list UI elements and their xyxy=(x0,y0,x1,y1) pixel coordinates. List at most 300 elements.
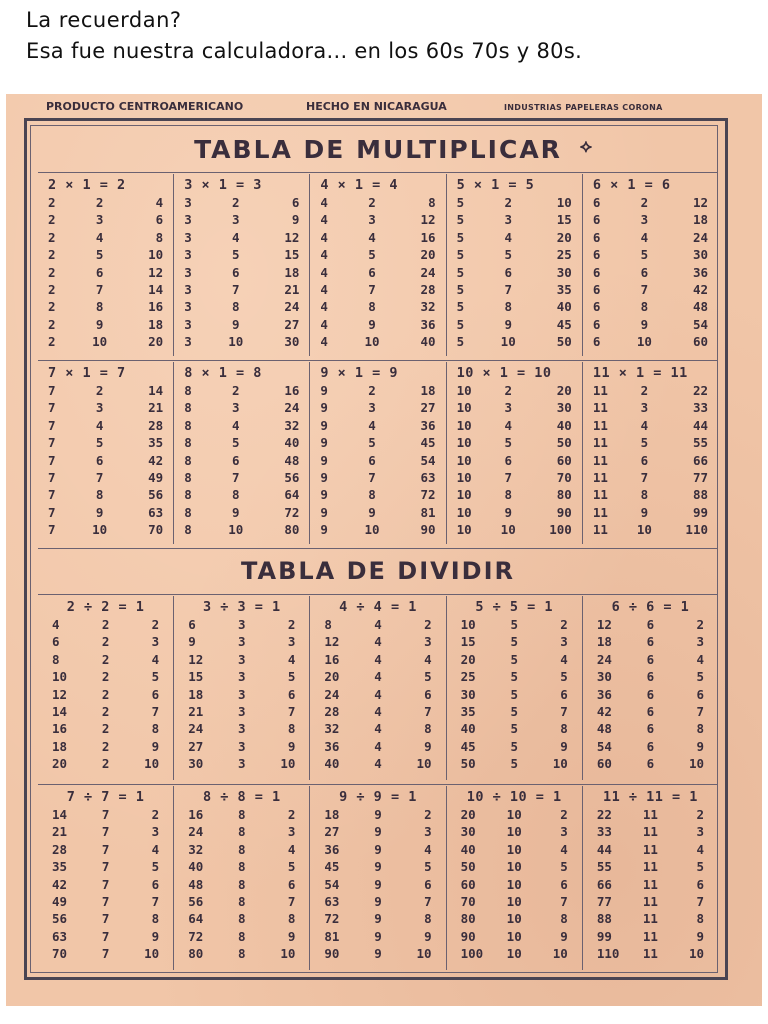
result-value: 10 xyxy=(280,756,296,772)
result-value: 16 xyxy=(420,229,436,245)
operand-value: 30 xyxy=(460,824,476,840)
operand-value: 5 xyxy=(456,195,465,210)
result-value: 6 xyxy=(424,876,432,892)
table-row xyxy=(593,417,708,434)
operand-value: 72 xyxy=(324,911,340,927)
table-row xyxy=(184,893,299,910)
operand-value: 60 xyxy=(596,756,612,772)
operand-value: 4 xyxy=(95,229,104,245)
table-row xyxy=(457,469,572,486)
operand-value: 63 xyxy=(324,894,340,910)
result-value: 66 xyxy=(692,452,708,468)
table-row xyxy=(48,945,163,962)
operand-value: 25 xyxy=(460,669,476,685)
header-manufacturer: INDUSTRIAS PAPELERAS CORONA xyxy=(504,103,663,112)
operand-value: 8 xyxy=(184,452,192,468)
table-row xyxy=(320,823,435,840)
table-row xyxy=(593,841,708,858)
operand-value: 36 xyxy=(324,841,340,857)
table-row xyxy=(184,281,299,298)
operand-value: 2 xyxy=(640,195,649,210)
table-row xyxy=(593,246,708,263)
operand-value: 4 xyxy=(374,704,382,720)
result-value: 63 xyxy=(148,504,164,520)
table-row xyxy=(184,469,299,486)
operand-value: 5 xyxy=(95,435,104,451)
table-heading: 4 ÷ 4 = 1 xyxy=(339,599,417,615)
operand-value: 10 xyxy=(364,334,380,350)
result-value: 8 xyxy=(424,911,432,927)
result-value: 27 xyxy=(420,400,436,416)
table-row xyxy=(320,211,435,228)
divider xyxy=(38,360,718,361)
result-value: 80 xyxy=(556,487,572,503)
operand-value: 2 xyxy=(101,721,110,737)
operand-value: 36 xyxy=(324,738,340,754)
operand-value: 2 xyxy=(48,334,56,350)
operand-value: 3 xyxy=(95,400,104,416)
result-value: 30 xyxy=(692,247,708,263)
table-row xyxy=(48,876,163,893)
result-value: 9 xyxy=(696,738,704,754)
operand-value: 9 xyxy=(232,504,240,520)
table-row xyxy=(593,928,708,945)
table-row xyxy=(320,434,435,451)
operand-value: 7 xyxy=(368,470,376,486)
operand-value: 36 xyxy=(596,686,612,702)
result-value: 10 xyxy=(280,946,296,962)
result-value: 15 xyxy=(284,247,300,263)
operand-value: 2 xyxy=(101,669,110,685)
table-row xyxy=(184,333,299,350)
operand-value: 8 xyxy=(238,928,246,944)
operand-value: 2 xyxy=(101,704,110,720)
operand-value: 3 xyxy=(184,229,192,245)
table-row xyxy=(184,452,299,469)
table-row xyxy=(184,703,299,720)
result-value: 2 xyxy=(151,807,160,822)
operand-value: 3 xyxy=(184,334,192,350)
div-table xyxy=(447,596,583,780)
result-value: 12 xyxy=(148,264,164,280)
operand-value: 4 xyxy=(640,229,649,245)
table-row xyxy=(593,616,708,633)
table-row xyxy=(457,945,572,962)
operand-value: 10 xyxy=(456,417,472,433)
div-table xyxy=(583,596,718,780)
operand-value: 9 xyxy=(320,470,328,486)
div-table xyxy=(310,596,446,780)
table-row xyxy=(184,876,299,893)
operand-value: 2 xyxy=(640,383,649,398)
operand-value: 9 xyxy=(504,316,512,332)
result-value: 12 xyxy=(420,212,436,228)
operand-value: 6 xyxy=(592,247,601,263)
operand-value: 6 xyxy=(368,452,376,468)
operand-value: 42 xyxy=(596,704,612,720)
operand-value: 4 xyxy=(374,686,382,702)
result-value: 5 xyxy=(151,669,160,685)
mult-table xyxy=(310,174,446,356)
table-row xyxy=(457,633,572,650)
operand-value: 3 xyxy=(640,212,649,228)
table-row xyxy=(320,229,435,246)
operand-value: 3 xyxy=(504,212,512,228)
operand-value: 45 xyxy=(460,738,476,754)
operand-value: 24 xyxy=(324,686,340,702)
operand-value: 9 xyxy=(320,383,328,398)
operand-value: 10 xyxy=(456,504,472,520)
result-value: 40 xyxy=(556,417,572,433)
table-row xyxy=(48,246,163,263)
table-row xyxy=(184,211,299,228)
operand-value: 6 xyxy=(646,738,655,754)
operand-value: 2 xyxy=(95,195,104,210)
operand-value: 70 xyxy=(52,946,68,962)
mult-table xyxy=(174,362,310,544)
table-heading: 6 × 1 = 6 xyxy=(592,177,671,193)
operand-value: 30 xyxy=(460,686,476,702)
operand-value: 6 xyxy=(592,316,601,332)
operand-value: 8 xyxy=(184,417,192,433)
table-row xyxy=(48,399,163,416)
operand-value: 3 xyxy=(232,400,240,416)
result-value: 5 xyxy=(151,859,160,875)
operand-value: 10 xyxy=(92,334,108,350)
operand-value: 2 xyxy=(48,247,56,263)
table-row xyxy=(593,633,708,650)
operand-value: 2 xyxy=(368,383,376,398)
table-row xyxy=(593,720,708,737)
operand-value: 4 xyxy=(368,229,376,245)
operand-value: 3 xyxy=(504,400,512,416)
table-row xyxy=(593,876,708,893)
table-row xyxy=(320,246,435,263)
operand-value: 6 xyxy=(592,299,601,315)
result-value: 32 xyxy=(284,417,300,433)
table-row xyxy=(593,382,708,399)
table-row xyxy=(48,298,163,315)
operand-value: 2 xyxy=(48,316,56,332)
result-value: 42 xyxy=(148,452,164,468)
table-row xyxy=(48,316,163,333)
table-row xyxy=(48,755,163,772)
operand-value: 6 xyxy=(232,452,240,468)
div-table xyxy=(310,786,446,970)
operand-value: 10 xyxy=(506,859,522,875)
operand-value: 60 xyxy=(460,876,476,892)
operand-value: 10 xyxy=(456,452,472,468)
operand-value: 27 xyxy=(188,738,204,754)
operand-value: 10 xyxy=(456,400,472,416)
result-value: 40 xyxy=(284,435,300,451)
table-row xyxy=(48,452,163,469)
table-row xyxy=(593,211,708,228)
result-value: 9 xyxy=(151,928,160,944)
result-value: 8 xyxy=(696,911,704,927)
table-row xyxy=(48,668,163,685)
operand-value: 3 xyxy=(184,212,192,228)
table-row xyxy=(48,823,163,840)
table-heading: 7 × 1 = 7 xyxy=(48,365,126,381)
table-row xyxy=(593,486,708,503)
result-value: 2 xyxy=(287,617,296,632)
div-table xyxy=(447,786,583,970)
table-row xyxy=(48,417,163,434)
table-row xyxy=(184,755,299,772)
operand-value: 8 xyxy=(184,383,192,398)
multiplication-title: TABLA DE MULTIPLICAR xyxy=(194,135,562,164)
operand-value: 9 xyxy=(188,634,196,650)
result-value: 3 xyxy=(424,824,432,840)
operand-value: 5 xyxy=(510,669,518,685)
table-row xyxy=(320,399,435,416)
table-row xyxy=(320,893,435,910)
operand-value: 54 xyxy=(324,876,340,892)
operand-value: 32 xyxy=(188,841,204,857)
operand-value: 8 xyxy=(184,504,192,520)
operand-value: 10 xyxy=(364,522,380,538)
table-row xyxy=(184,246,299,263)
operand-value: 7 xyxy=(48,487,56,503)
table-heading: 9 × 1 = 9 xyxy=(320,365,399,381)
result-value: 10 xyxy=(556,195,572,210)
result-value: 3 xyxy=(287,634,296,650)
operand-value: 7 xyxy=(101,859,110,875)
result-value: 18 xyxy=(284,264,300,280)
result-value: 8 xyxy=(155,229,164,245)
table-row xyxy=(320,382,435,399)
result-value: 9 xyxy=(287,738,296,754)
operand-value: 7 xyxy=(48,470,56,486)
operand-value: 55 xyxy=(596,859,612,875)
result-value: 56 xyxy=(148,487,164,503)
operand-value: 4 xyxy=(232,229,240,245)
table-row xyxy=(593,858,708,875)
operand-value: 5 xyxy=(510,686,518,702)
result-value: 3 xyxy=(424,634,432,650)
operand-value: 5 xyxy=(95,247,104,263)
result-value: 21 xyxy=(284,282,300,298)
result-value: 10 xyxy=(144,946,160,962)
table-row xyxy=(48,521,163,538)
operand-value: 7 xyxy=(95,470,104,486)
operand-value: 8 xyxy=(238,876,246,892)
operand-value: 11 xyxy=(592,452,608,468)
result-value: 8 xyxy=(428,195,436,210)
operand-value: 6 xyxy=(646,704,655,720)
operand-value: 7 xyxy=(48,400,56,416)
table-row xyxy=(184,264,299,281)
operand-value: 11 xyxy=(642,946,658,962)
table-row xyxy=(48,806,163,823)
result-value: 4 xyxy=(424,841,432,857)
table-row xyxy=(457,686,572,703)
operand-value: 2 xyxy=(101,738,110,754)
operand-value: 9 xyxy=(320,522,328,538)
operand-value: 11 xyxy=(642,841,658,857)
result-value: 10 xyxy=(144,756,160,772)
table-heading: 11 ÷ 11 = 1 xyxy=(602,789,698,805)
operand-value: 9 xyxy=(320,452,328,468)
operand-value: 7 xyxy=(640,282,649,298)
operand-value: 9 xyxy=(320,504,328,520)
operand-value: 7 xyxy=(101,824,110,840)
result-value: 12 xyxy=(284,229,300,245)
result-value: 2 xyxy=(151,617,160,632)
result-value: 10 xyxy=(688,946,704,962)
mult-table xyxy=(38,174,174,356)
division-title: TABLA DE DIVIDIR xyxy=(241,557,515,585)
operand-value: 7 xyxy=(95,282,104,298)
operand-value: 11 xyxy=(592,487,608,503)
operand-value: 3 xyxy=(238,669,246,685)
operand-value: 9 xyxy=(320,400,328,416)
result-value: 7 xyxy=(560,704,568,720)
table-row xyxy=(48,720,163,737)
table-row xyxy=(320,281,435,298)
operand-value: 18 xyxy=(52,738,68,754)
operand-value: 2 xyxy=(101,617,110,632)
table-row xyxy=(320,452,435,469)
operand-value: 4 xyxy=(320,229,328,245)
result-value: 20 xyxy=(420,247,436,263)
operand-value: 8 xyxy=(95,299,104,315)
table-row xyxy=(48,686,163,703)
result-value: 40 xyxy=(420,334,436,350)
operand-value: 10 xyxy=(500,522,516,538)
table-row xyxy=(457,333,572,350)
operand-value: 24 xyxy=(188,824,204,840)
table-heading: 3 × 1 = 3 xyxy=(184,177,262,193)
result-value: 4 xyxy=(696,651,704,667)
operand-value: 2 xyxy=(101,634,110,650)
multiplication-row-1 xyxy=(38,174,718,356)
result-value: 9 xyxy=(291,212,300,228)
result-value: 20 xyxy=(556,229,572,245)
operand-value: 10 xyxy=(456,435,472,451)
table-row xyxy=(320,469,435,486)
operand-value: 7 xyxy=(504,282,512,298)
table-row xyxy=(320,486,435,503)
operand-value: 9 xyxy=(232,316,240,332)
operand-value: 24 xyxy=(596,651,612,667)
operand-value: 3 xyxy=(238,704,246,720)
operand-value: 2 xyxy=(368,195,376,210)
operand-value: 56 xyxy=(188,894,204,910)
table-row xyxy=(320,504,435,521)
operand-value: 5 xyxy=(510,704,518,720)
operand-value: 77 xyxy=(596,894,612,910)
table-row xyxy=(593,469,708,486)
operand-value: 3 xyxy=(184,247,192,263)
operand-value: 8 xyxy=(238,807,246,822)
table-row xyxy=(48,928,163,945)
result-value: 8 xyxy=(287,911,296,927)
header-country: HECHO EN NICARAGUA xyxy=(306,100,447,113)
operand-value: 54 xyxy=(596,738,612,754)
operand-value: 8 xyxy=(184,522,192,538)
result-value: 22 xyxy=(692,383,708,398)
result-value: 5 xyxy=(696,669,704,685)
table-row xyxy=(457,858,572,875)
operand-value: 8 xyxy=(184,435,192,451)
operand-value: 4 xyxy=(504,417,512,433)
table-row xyxy=(457,703,572,720)
table-row xyxy=(593,893,708,910)
bird-logo-icon: ⟡ xyxy=(580,136,592,157)
result-value: 48 xyxy=(692,299,708,315)
operand-value: 6 xyxy=(368,264,376,280)
result-value: 30 xyxy=(284,334,300,350)
table-row xyxy=(184,823,299,840)
operand-value: 9 xyxy=(320,487,328,503)
table-row xyxy=(593,264,708,281)
operand-value: 11 xyxy=(592,400,608,416)
result-value: 30 xyxy=(556,400,572,416)
result-value: 3 xyxy=(151,824,160,840)
operand-value: 5 xyxy=(456,299,465,315)
operand-value: 8 xyxy=(368,487,376,503)
operand-value: 5 xyxy=(640,435,649,451)
result-value: 72 xyxy=(284,504,300,520)
result-value: 6 xyxy=(287,876,296,892)
operand-value: 5 xyxy=(510,651,518,667)
table-heading: 8 ÷ 8 = 1 xyxy=(202,789,281,805)
table-row xyxy=(320,703,435,720)
operand-value: 8 xyxy=(232,299,240,315)
result-value: 10 xyxy=(416,756,432,772)
table-row xyxy=(593,298,708,315)
table-heading: 9 ÷ 9 = 1 xyxy=(339,789,417,805)
result-value: 9 xyxy=(424,738,432,754)
operand-value: 8 xyxy=(184,400,192,416)
table-row xyxy=(184,858,299,875)
operand-value: 6 xyxy=(592,264,601,280)
operand-value: 4 xyxy=(368,417,376,433)
operand-value: 40 xyxy=(460,841,476,857)
table-row xyxy=(457,910,572,927)
table-row xyxy=(320,316,435,333)
operand-value: 9 xyxy=(374,841,382,857)
result-value: 10 xyxy=(552,756,568,772)
table-row xyxy=(184,910,299,927)
operand-value: 15 xyxy=(188,669,204,685)
result-value: 18 xyxy=(420,383,436,398)
table-row xyxy=(48,703,163,720)
table-heading: 10 ÷ 10 = 1 xyxy=(466,789,562,805)
table-row xyxy=(593,194,708,211)
result-value: 12 xyxy=(692,195,708,210)
operand-value: 10 xyxy=(506,911,522,927)
result-value: 6 xyxy=(696,876,704,892)
operand-value: 7 xyxy=(101,928,110,944)
table-row xyxy=(593,806,708,823)
operand-value: 5 xyxy=(368,247,376,263)
operand-value: 10 xyxy=(506,807,522,822)
operand-value: 3 xyxy=(368,400,376,416)
operand-value: 9 xyxy=(504,504,512,520)
result-value: 80 xyxy=(284,522,300,538)
table-row xyxy=(184,382,299,399)
result-value: 10 xyxy=(552,946,568,962)
operand-value: 4 xyxy=(374,756,382,772)
operand-value: 10 xyxy=(456,487,472,503)
operand-value: 24 xyxy=(188,721,204,737)
caption-line-1: La recuerdan? xyxy=(26,8,182,32)
table-row xyxy=(184,486,299,503)
operand-value: 9 xyxy=(95,504,104,520)
